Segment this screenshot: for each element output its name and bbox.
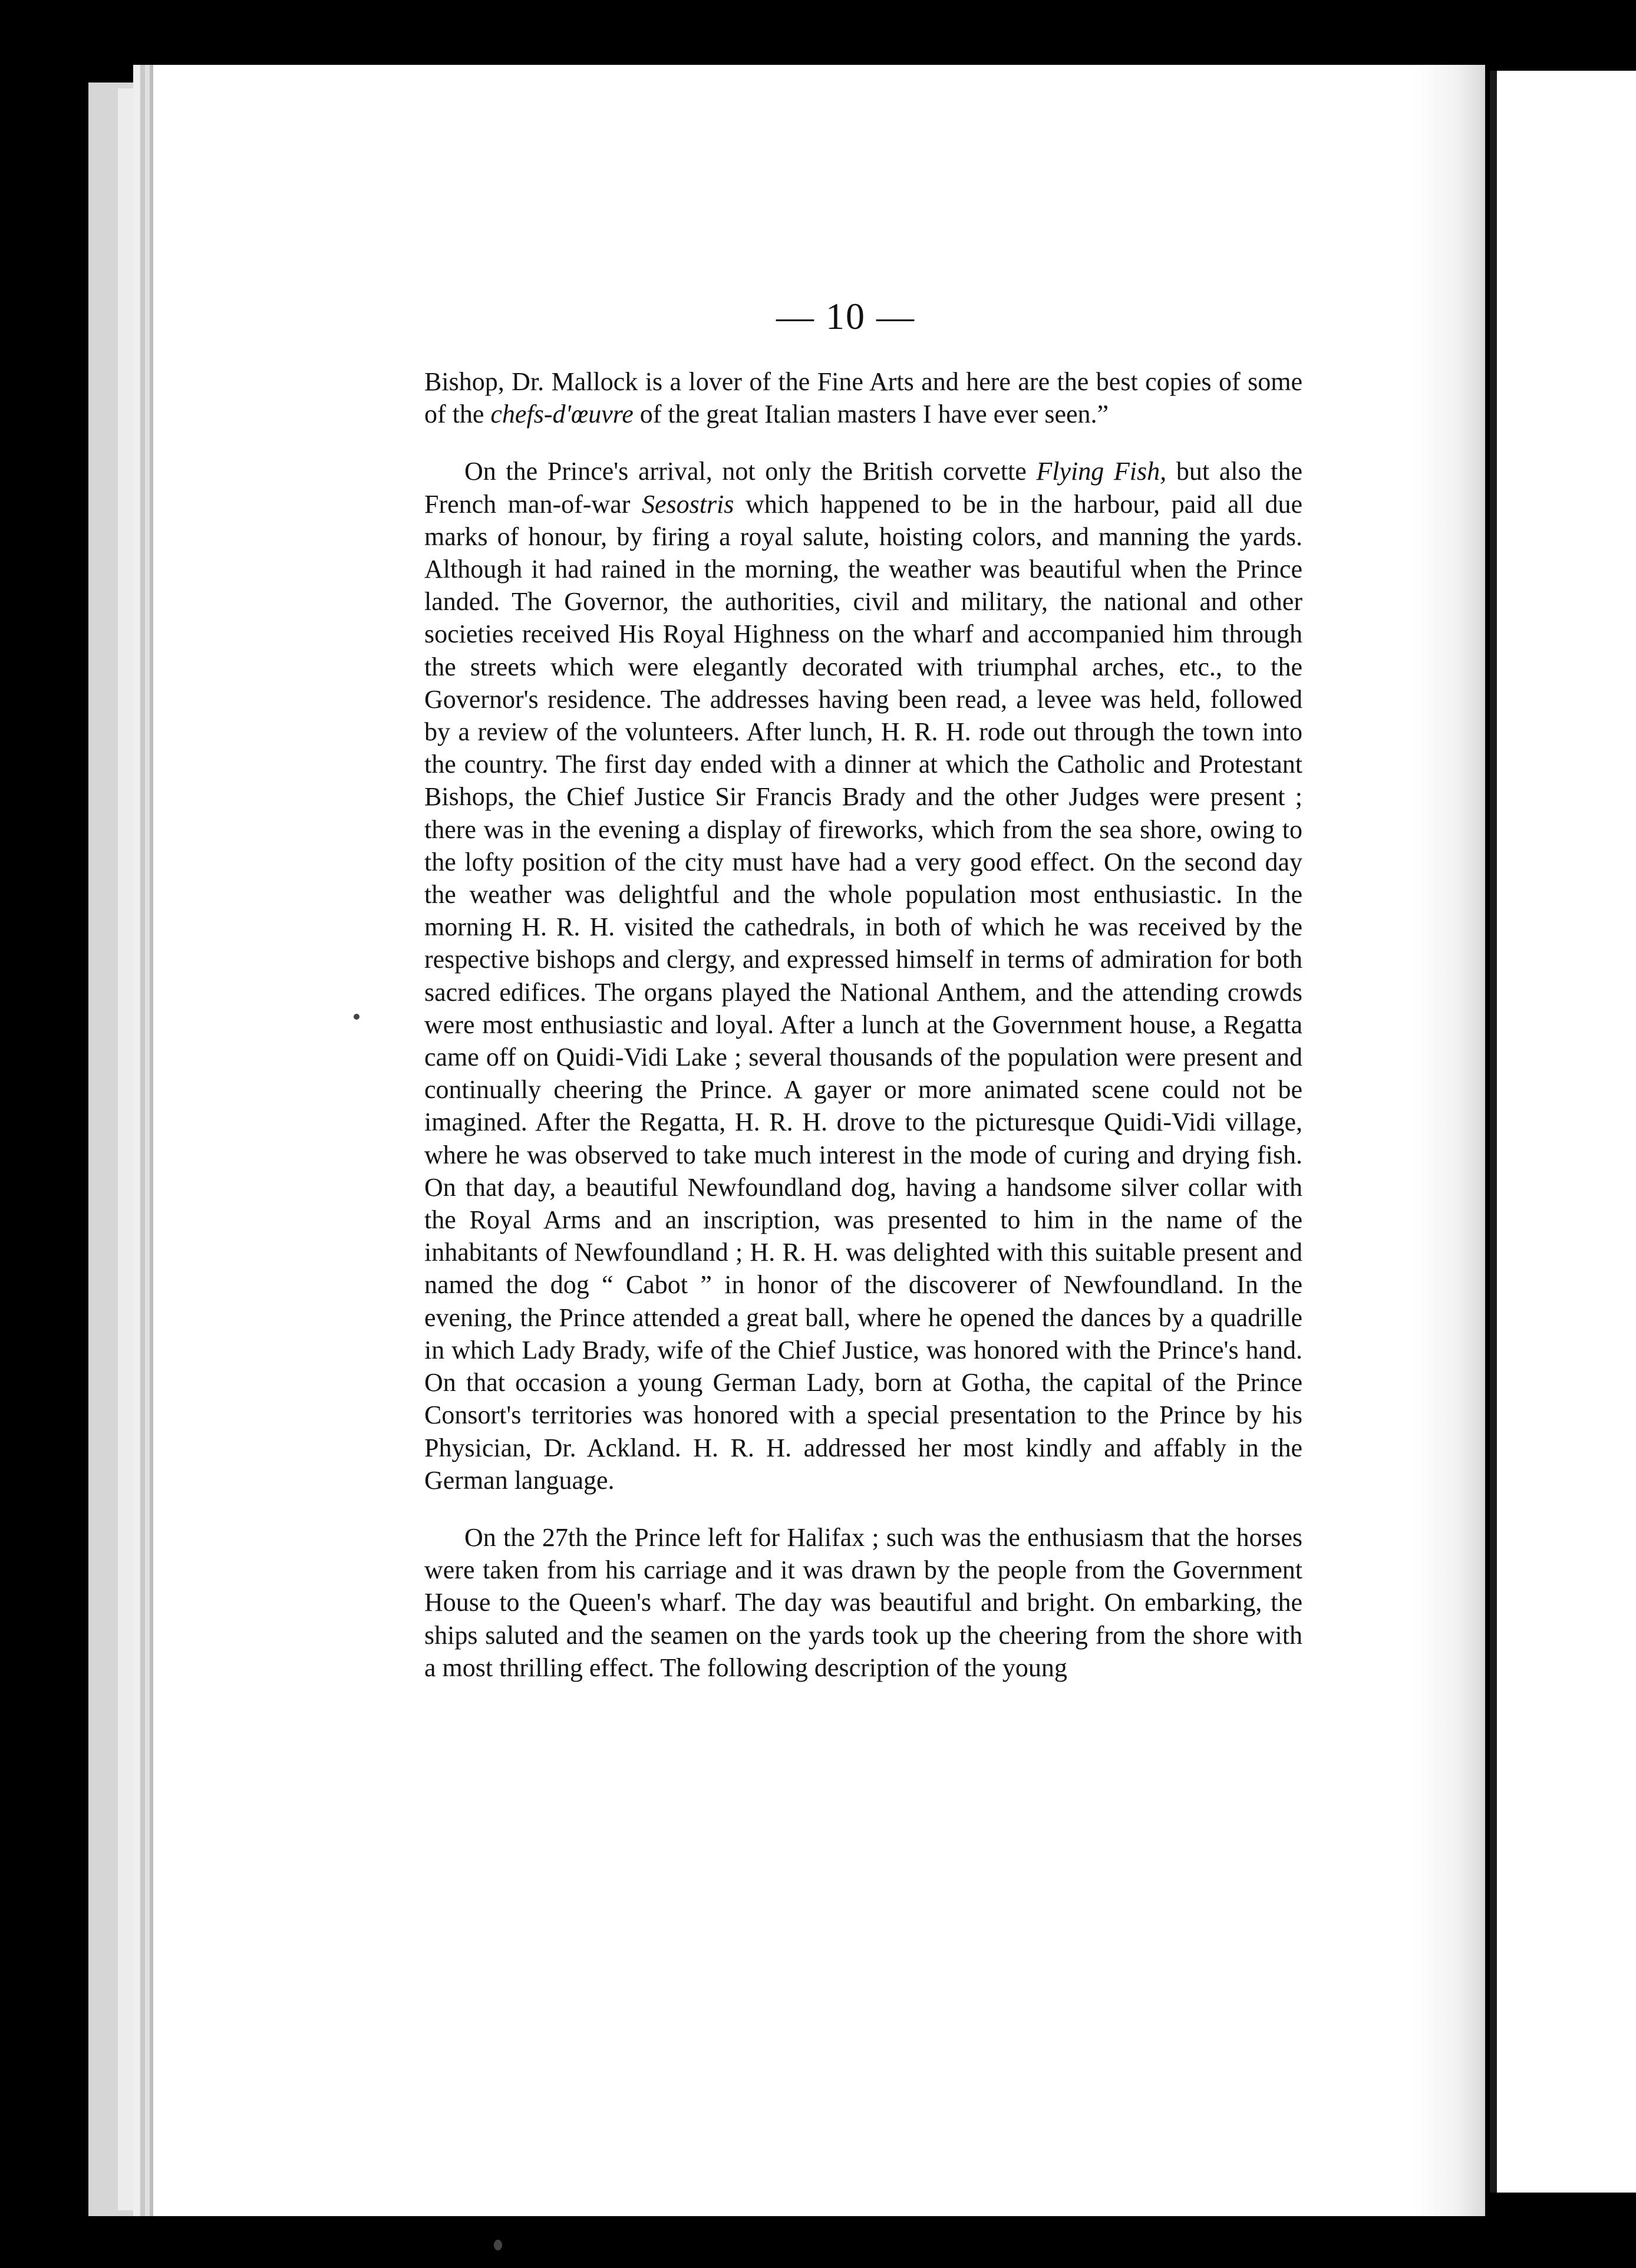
facing-page — [1497, 71, 1636, 2193]
italic-text: Sesostris — [641, 489, 734, 519]
text-run: On the 27th the Prince left for Halifax ; such was the enthusiasm that the horses were taken from his carriage and it was drawn by the people from the Government House to the Queen's wharf. The day was beautiful and bright. On embarking, the ships saluted and the seamen on the yards took up the cheering from the shore with a most thrilling effect. The following description of the young — [424, 1522, 1302, 1682]
text-run: Bishop, Dr. Mallock is a lover of the Fine Arts and here are the best copies of some of the — [424, 367, 1302, 429]
page-number: — 10 — — [776, 295, 915, 337]
scan-speck — [354, 1014, 359, 1020]
text-run: On the Prince's arrival, not only the British corvette — [464, 457, 1037, 486]
body-text — [424, 365, 1302, 1684]
italic-text: chefs-d'œuvre — [490, 400, 634, 429]
text-run: but also the French man-of-war — [424, 457, 1302, 519]
paragraph — [424, 365, 1302, 430]
text-run: of the great Italian masters I have ever seen.” — [633, 400, 1109, 429]
page-gutter-shadow — [1414, 65, 1485, 2216]
scan-speck — [494, 2240, 502, 2250]
paragraph — [424, 455, 1302, 1496]
italic-text: Flying Fish, — [1036, 457, 1167, 486]
book-gutter — [1490, 71, 1497, 2193]
paragraph — [424, 1521, 1302, 1684]
text-run: which happened to be in the harbour, paid all due marks of honour, by firing a royal salute, hoisting colors, and manning the yards. Although it had rained in the morning, the weather was beautiful when the Prince landed. The Governor, the authorities, civil and military, the national and other societies received His Royal Highness on the wharf and accompanied him through the streets which were elegantly decorated with triumphal arches, etc., to the Governor's residence. The addresses having been read, a levee was held, followed by a review of the volunteers. After lunch, H. R. H. rode out through the town into the country. The first day ended with a dinner at which the Catholic and Protestant Bishops, the Chief Justice Sir Francis Brady and the other Judges were present ; there was in the evening a display of fireworks, which from the sea shore, owing to the lofty position of the city must have had a very good effect. On the second day the weather was delightful and the whole population most enthusiastic. In the morning H. R. H. visited the cathedrals, in both of which he was received by the respective bishops and clergy, and expressed himself in terms of admiration for both sacred edifices. The organs played the National Anthem, and the attending crowds were most enthusiastic and loyal. After a lunch at the Government house, a Regatta came off on Quidi-Vidi Lake ; several thousands of the population were present and continually cheering the Prince. A gayer or more animated scene could not be imagined. After the Regatta, H. R. H. drove to the picturesque Quidi-Vidi village, where he was observed to take much interest in the mode of curing and drying fish. On that day, a beautiful Newfoundland dog, having a handsome silver collar with the Royal Arms and an inscription, was presented to him in the name of the inhabitants of Newfoundland ; H. R. H. was delighted with this suitable present and named the dog “ Cabot ” in honor of the discoverer of Newfoundland. In the evening, the Prince attended a great ball, where he opened the dances by a quadrille in which Lady Brady, wife of the Chief Justice, was honored with the Prince's hand. On that occasion a young German Lady, born at Gotha, the capital of the Prince Consort's territories was honored with a special presentation to the Prince by his Physician, Dr. Ackland. H. R. H. addressed her most kindly and affably in the German language. — [424, 489, 1302, 1495]
